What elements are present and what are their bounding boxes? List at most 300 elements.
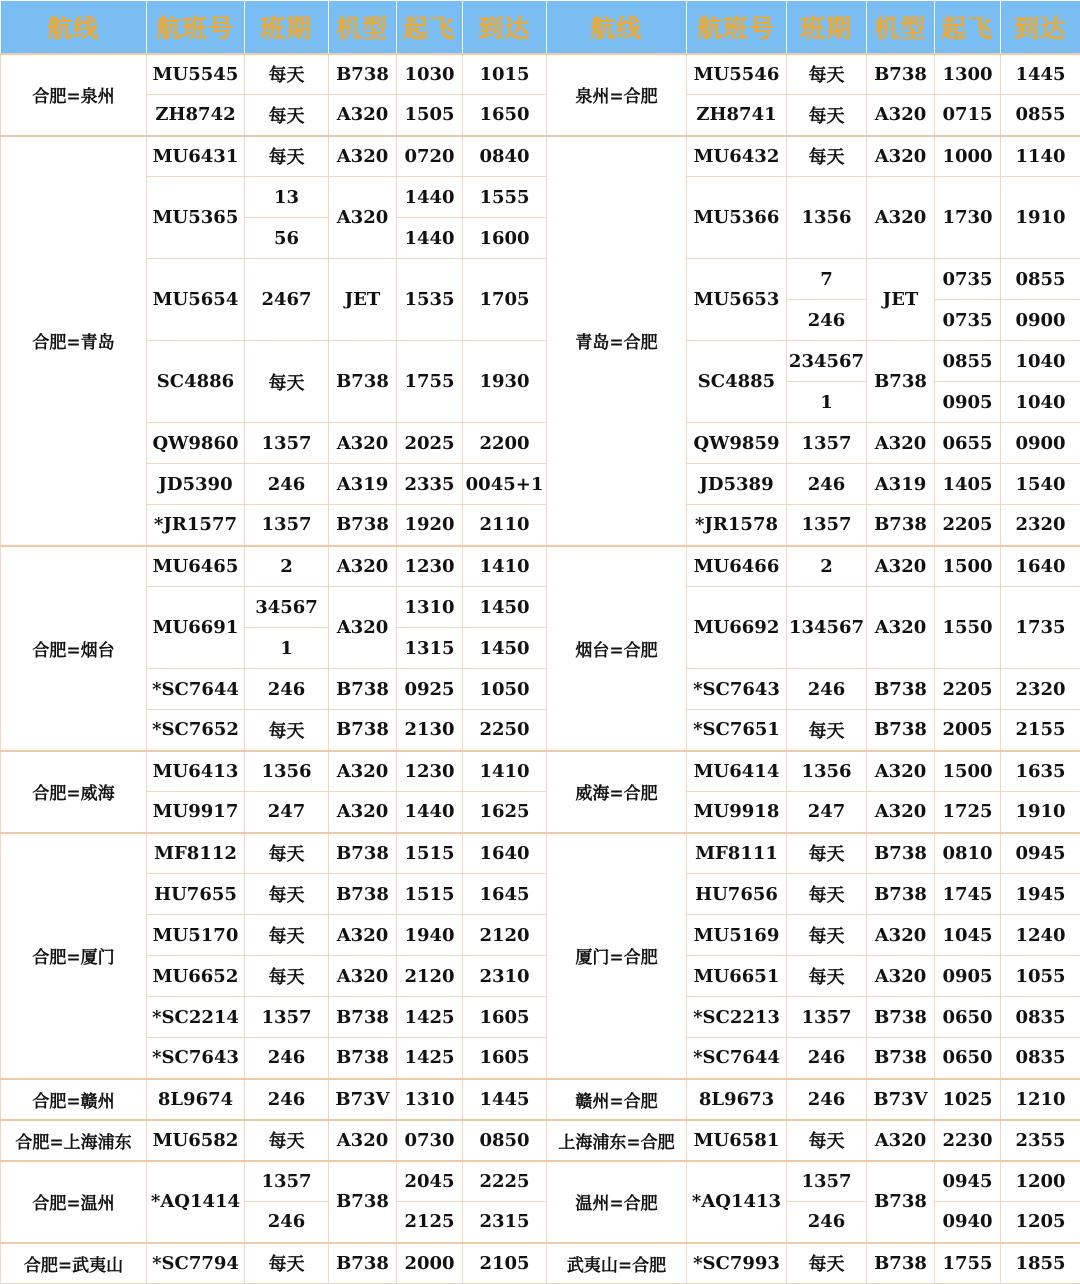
table-cell: MU6691 [147, 587, 245, 669]
table-cell: *SC2214 [147, 997, 245, 1038]
column-header: 班期 [245, 1, 329, 54]
table-cell: 1640 [1001, 546, 1080, 587]
column-header: 机型 [867, 1, 935, 54]
table-cell: 1310 [397, 1079, 463, 1120]
table-cell: MU6432 [687, 136, 787, 177]
table-cell: 246 [787, 669, 867, 710]
table-cell: *JR1577 [147, 505, 245, 546]
table-cell: 7 [787, 259, 867, 300]
table-cell: 1945 [1001, 874, 1080, 915]
table-row [1, 1038, 1080, 1079]
table-cell: 0940 [935, 1202, 1001, 1243]
table-cell: MU6465 [147, 546, 245, 587]
table-cell: 1425 [397, 1038, 463, 1079]
table-cell: 0650 [935, 1038, 1001, 1079]
table-cell: 1410 [463, 751, 547, 792]
table-cell: *SC7643 [687, 669, 787, 710]
route-cell: 威海=合肥 [547, 751, 687, 833]
table-cell: A320 [329, 915, 397, 956]
table-cell: 2205 [935, 505, 1001, 546]
table-cell: 1550 [935, 587, 1001, 669]
table-cell: 1300 [935, 54, 1001, 95]
table-cell: A320 [329, 95, 397, 136]
table-cell: 每天 [245, 915, 329, 956]
table-cell: A320 [867, 915, 935, 956]
table-cell: *SC7794 [147, 1243, 245, 1284]
table-cell: 1635 [1001, 751, 1080, 792]
table-cell: 1500 [935, 546, 1001, 587]
table-cell: MU6692 [687, 587, 787, 669]
table-cell: 1055 [1001, 956, 1080, 997]
table-cell: 1 [245, 628, 329, 669]
table-cell: *SC7652 [147, 710, 245, 751]
table-cell: 每天 [245, 1120, 329, 1161]
table-body [1, 54, 1080, 1284]
table-cell: ZH8741 [687, 95, 787, 136]
table-cell: MU6582 [147, 1120, 245, 1161]
table-cell: B738 [867, 341, 935, 423]
table-cell: 2155 [1001, 710, 1080, 751]
table-cell: B738 [329, 833, 397, 874]
table-cell: MU5366 [687, 177, 787, 259]
table-cell: *AQ1414 [147, 1161, 245, 1243]
table-row [1, 136, 1080, 177]
table-cell: *SC2213 [687, 997, 787, 1038]
table-cell: 每天 [245, 341, 329, 423]
table-cell: A320 [329, 423, 397, 464]
table-cell: 1745 [935, 874, 1001, 915]
table-cell: 0735 [935, 300, 1001, 341]
table-cell: A320 [329, 136, 397, 177]
table-cell: 每天 [245, 136, 329, 177]
table-cell: 246 [245, 1202, 329, 1243]
table-cell: 1735 [1001, 587, 1080, 669]
table-cell: 1050 [463, 669, 547, 710]
table-cell: 2000 [397, 1243, 463, 1284]
table-cell: 2005 [935, 710, 1001, 751]
table-cell: JD5390 [147, 464, 245, 505]
table-cell: 1356 [787, 177, 867, 259]
table-cell: *SC7643 [147, 1038, 245, 1079]
table-cell: 1605 [463, 997, 547, 1038]
table-cell: A320 [329, 1120, 397, 1161]
table-cell: 1140 [1001, 136, 1080, 177]
table-cell: 0715 [935, 95, 1001, 136]
table-cell: 1410 [463, 546, 547, 587]
table-cell: 1515 [397, 874, 463, 915]
column-header: 到达 [1001, 1, 1080, 54]
table-cell: 0720 [397, 136, 463, 177]
route-cell: 青岛=合肥 [547, 136, 687, 546]
table-cell: B738 [329, 874, 397, 915]
route-cell: 合肥=青岛 [1, 136, 147, 546]
table-cell: 134567 [787, 587, 867, 669]
table-cell: SC4885 [687, 341, 787, 423]
table-row [1, 177, 1080, 218]
table-cell: B738 [329, 341, 397, 423]
column-header: 航班号 [687, 1, 787, 54]
table-cell: 13 [245, 177, 329, 218]
table-cell: 0855 [935, 341, 1001, 382]
table-row [1, 505, 1080, 546]
table-cell: 1200 [1001, 1161, 1080, 1202]
table-cell: B738 [329, 54, 397, 95]
table-cell: 1450 [463, 628, 547, 669]
table-cell: 0855 [1001, 95, 1080, 136]
table-cell: 1357 [787, 997, 867, 1038]
table-cell: 每天 [787, 710, 867, 751]
table-cell: 1555 [463, 177, 547, 218]
route-cell: 温州=合肥 [547, 1161, 687, 1243]
table-cell: 1445 [463, 1079, 547, 1120]
table-cell: 0835 [1001, 997, 1080, 1038]
table-cell: 1025 [935, 1079, 1001, 1120]
route-cell: 合肥=武夷山 [1, 1243, 147, 1284]
table-cell: 每天 [787, 1120, 867, 1161]
table-cell: 1535 [397, 259, 463, 341]
table-row [1, 341, 1080, 382]
table-row [1, 956, 1080, 997]
table-cell: 2130 [397, 710, 463, 751]
table-cell: 1356 [787, 751, 867, 792]
table-cell: 每天 [787, 95, 867, 136]
table-row [1, 669, 1080, 710]
table-cell: 1605 [463, 1038, 547, 1079]
table-cell: B738 [329, 669, 397, 710]
table-cell: 246 [787, 464, 867, 505]
table-cell: MU5545 [147, 54, 245, 95]
table-cell: 1730 [935, 177, 1001, 259]
table-cell: ZH8742 [147, 95, 245, 136]
table-cell: 每天 [245, 710, 329, 751]
column-header: 航线 [1, 1, 147, 54]
table-cell: 每天 [787, 136, 867, 177]
table-cell: 1725 [935, 792, 1001, 833]
table-cell: 2355 [1001, 1120, 1080, 1161]
table-cell: 246 [245, 1079, 329, 1120]
route-cell: 合肥=泉州 [1, 54, 147, 136]
table-cell: A320 [867, 792, 935, 833]
table-cell: B738 [867, 505, 935, 546]
table-cell: *SC7993 [687, 1243, 787, 1284]
table-cell: 1540 [1001, 464, 1080, 505]
table-cell: JET [329, 259, 397, 341]
table-cell: A320 [329, 546, 397, 587]
table-cell: A320 [867, 1120, 935, 1161]
table-cell: 1356 [245, 751, 329, 792]
table-cell: 2225 [463, 1161, 547, 1202]
table-cell: MU6413 [147, 751, 245, 792]
table-cell: 0855 [1001, 259, 1080, 300]
table-row [1, 1079, 1080, 1120]
table-cell: 1425 [397, 997, 463, 1038]
table-cell: B738 [329, 1161, 397, 1243]
table-cell: 246 [787, 1202, 867, 1243]
table-cell: 1705 [463, 259, 547, 341]
table-cell: 2120 [463, 915, 547, 956]
table-cell: 2200 [463, 423, 547, 464]
header-row [1, 1, 1080, 54]
table-cell: MF8112 [147, 833, 245, 874]
route-cell: 厦门=合肥 [547, 833, 687, 1079]
table-cell: B738 [867, 669, 935, 710]
table-cell: *JR1578 [687, 505, 787, 546]
table-cell: 1645 [463, 874, 547, 915]
table-cell: 2315 [463, 1202, 547, 1243]
table-cell: 0905 [935, 956, 1001, 997]
table-row [1, 751, 1080, 792]
table-cell: 每天 [245, 956, 329, 997]
column-header: 机型 [329, 1, 397, 54]
table-cell: SC4886 [147, 341, 245, 423]
route-cell: 赣州=合肥 [547, 1079, 687, 1120]
table-row [1, 95, 1080, 136]
table-cell: 1440 [397, 177, 463, 218]
table-cell: 1450 [463, 587, 547, 628]
table-cell: 0730 [397, 1120, 463, 1161]
table-cell: 每天 [787, 874, 867, 915]
table-cell: 0900 [1001, 300, 1080, 341]
table-cell: 0810 [935, 833, 1001, 874]
table-cell: 1930 [463, 341, 547, 423]
table-cell: MU5653 [687, 259, 787, 341]
table-cell: 每天 [245, 833, 329, 874]
table-row [1, 546, 1080, 587]
table-cell: B73V [329, 1079, 397, 1120]
table-cell: B738 [867, 710, 935, 751]
table-cell: 0045+1 [463, 464, 547, 505]
table-cell: MU9918 [687, 792, 787, 833]
table-row [1, 587, 1080, 628]
table-cell: 0925 [397, 669, 463, 710]
table-cell: A320 [867, 136, 935, 177]
table-cell: 1505 [397, 95, 463, 136]
column-header: 到达 [463, 1, 547, 54]
table-cell: 1045 [935, 915, 1001, 956]
table-header [1, 1, 1080, 54]
table-cell: B738 [867, 1161, 935, 1243]
table-cell: HU7656 [687, 874, 787, 915]
table-cell: B738 [867, 997, 935, 1038]
table-cell: 2105 [463, 1243, 547, 1284]
table-cell: 1405 [935, 464, 1001, 505]
table-cell: A320 [329, 956, 397, 997]
table-cell: A320 [867, 95, 935, 136]
table-row [1, 1120, 1080, 1161]
table-row [1, 833, 1080, 874]
table-cell: 1600 [463, 218, 547, 259]
table-cell: 8L9674 [147, 1079, 245, 1120]
table-cell: 1230 [397, 751, 463, 792]
table-cell: 8L9673 [687, 1079, 787, 1120]
table-cell: A320 [867, 751, 935, 792]
table-cell: 56 [245, 218, 329, 259]
table-cell: 2320 [1001, 669, 1080, 710]
table-cell: 1040 [1001, 382, 1080, 423]
table-cell: B738 [867, 1038, 935, 1079]
table-cell: 1855 [1001, 1243, 1080, 1284]
route-cell: 上海浦东=合肥 [547, 1120, 687, 1161]
table-cell: *SC7644 [147, 669, 245, 710]
table-row [1, 464, 1080, 505]
table-cell: 2125 [397, 1202, 463, 1243]
table-cell: B738 [329, 505, 397, 546]
route-cell: 合肥=赣州 [1, 1079, 147, 1120]
table-cell: 1357 [787, 505, 867, 546]
table-cell: 2045 [397, 1161, 463, 1202]
table-cell: 1625 [463, 792, 547, 833]
table-cell: 1357 [245, 505, 329, 546]
table-cell: 1 [787, 382, 867, 423]
column-header: 航班号 [147, 1, 245, 54]
table-cell: 247 [245, 792, 329, 833]
table-cell: 1440 [397, 218, 463, 259]
table-cell: 2250 [463, 710, 547, 751]
column-header: 起飞 [935, 1, 1001, 54]
table-cell: 0905 [935, 382, 1001, 423]
table-cell: A319 [329, 464, 397, 505]
table-row [1, 997, 1080, 1038]
table-cell: 1910 [1001, 792, 1080, 833]
table-cell: 2230 [935, 1120, 1001, 1161]
table-cell: 2110 [463, 505, 547, 546]
table-row [1, 792, 1080, 833]
table-cell: 1357 [787, 423, 867, 464]
table-cell: 每天 [245, 874, 329, 915]
table-cell: 2120 [397, 956, 463, 997]
table-cell: 1240 [1001, 915, 1080, 956]
table-cell: B738 [329, 997, 397, 1038]
table-cell: 每天 [245, 1243, 329, 1284]
table-cell: 1357 [245, 997, 329, 1038]
table-cell: 247 [787, 792, 867, 833]
table-cell: 2310 [463, 956, 547, 997]
table-cell: 234567 [787, 341, 867, 382]
table-cell: 1310 [397, 587, 463, 628]
table-cell: *SC7644 [687, 1038, 787, 1079]
table-cell: A320 [329, 792, 397, 833]
table-cell: B73V [867, 1079, 935, 1120]
table-cell: 1015 [463, 54, 547, 95]
table-cell: MU5365 [147, 177, 245, 259]
table-cell: 2 [245, 546, 329, 587]
table-cell: 1357 [245, 423, 329, 464]
table-cell: 2 [787, 546, 867, 587]
table-cell: 1030 [397, 54, 463, 95]
route-cell: 合肥=烟台 [1, 546, 147, 751]
table-cell: 246 [245, 1038, 329, 1079]
route-cell: 烟台=合肥 [547, 546, 687, 751]
table-row [1, 423, 1080, 464]
table-cell: 0840 [463, 136, 547, 177]
table-cell: A319 [867, 464, 935, 505]
table-cell: MU9917 [147, 792, 245, 833]
table-cell: B738 [867, 874, 935, 915]
table-cell: 1440 [397, 792, 463, 833]
table-cell: 每天 [245, 95, 329, 136]
table-cell: 每天 [787, 915, 867, 956]
table-cell: 每天 [245, 54, 329, 95]
table-cell: *SC7651 [687, 710, 787, 751]
table-cell: B738 [329, 710, 397, 751]
column-header: 航线 [547, 1, 687, 54]
table-cell: MU5546 [687, 54, 787, 95]
table-row [1, 915, 1080, 956]
table-cell: A320 [867, 587, 935, 669]
table-cell: 0835 [1001, 1038, 1080, 1079]
table-cell: 1040 [1001, 341, 1080, 382]
table-cell: 1650 [463, 95, 547, 136]
table-row [1, 710, 1080, 751]
column-header: 班期 [787, 1, 867, 54]
table-cell: MU5654 [147, 259, 245, 341]
table-cell: 34567 [245, 587, 329, 628]
table-row [1, 1243, 1080, 1284]
route-cell: 合肥=温州 [1, 1161, 147, 1243]
table-cell: 1000 [935, 136, 1001, 177]
table-cell: 1910 [1001, 177, 1080, 259]
table-cell: 0735 [935, 259, 1001, 300]
table-cell: 0900 [1001, 423, 1080, 464]
table-cell: A320 [867, 423, 935, 464]
column-header: 起飞 [397, 1, 463, 54]
table-cell: 每天 [787, 1243, 867, 1284]
table-cell: 246 [787, 1079, 867, 1120]
table-cell: 2335 [397, 464, 463, 505]
table-cell: B738 [329, 1243, 397, 1284]
route-cell: 合肥=威海 [1, 751, 147, 833]
table-cell: 0945 [1001, 833, 1080, 874]
table-cell: QW9860 [147, 423, 245, 464]
table-cell: MU5169 [687, 915, 787, 956]
table-cell: 1357 [787, 1161, 867, 1202]
table-cell: QW9859 [687, 423, 787, 464]
table-cell: A320 [867, 546, 935, 587]
table-cell: 2320 [1001, 505, 1080, 546]
table-cell: 2467 [245, 259, 329, 341]
table-cell: A320 [867, 956, 935, 997]
table-cell: 1920 [397, 505, 463, 546]
table-cell: MU6466 [687, 546, 787, 587]
table-row [1, 259, 1080, 300]
table-cell: 每天 [787, 956, 867, 997]
table-cell: MU6581 [687, 1120, 787, 1161]
table-cell: 1640 [463, 833, 547, 874]
table-cell: HU7655 [147, 874, 245, 915]
table-cell: 1755 [397, 341, 463, 423]
table-row [1, 1161, 1080, 1202]
table-cell: 1357 [245, 1161, 329, 1202]
table-cell: 246 [787, 300, 867, 341]
table-cell: MU5170 [147, 915, 245, 956]
table-cell: A320 [867, 177, 935, 259]
route-cell: 合肥=上海浦东 [1, 1120, 147, 1161]
table-cell: MU6652 [147, 956, 245, 997]
table-cell: 1755 [935, 1243, 1001, 1284]
table-cell: B738 [867, 54, 935, 95]
table-cell: 246 [787, 1038, 867, 1079]
table-cell: 2025 [397, 423, 463, 464]
table-cell: 1515 [397, 833, 463, 874]
table-cell: A320 [329, 587, 397, 669]
table-cell: 0650 [935, 997, 1001, 1038]
table-cell: 1500 [935, 751, 1001, 792]
table-cell: B738 [867, 833, 935, 874]
table-cell: MU6431 [147, 136, 245, 177]
table-cell: 1205 [1001, 1202, 1080, 1243]
table-cell: 0945 [935, 1161, 1001, 1202]
table-cell: 1940 [397, 915, 463, 956]
